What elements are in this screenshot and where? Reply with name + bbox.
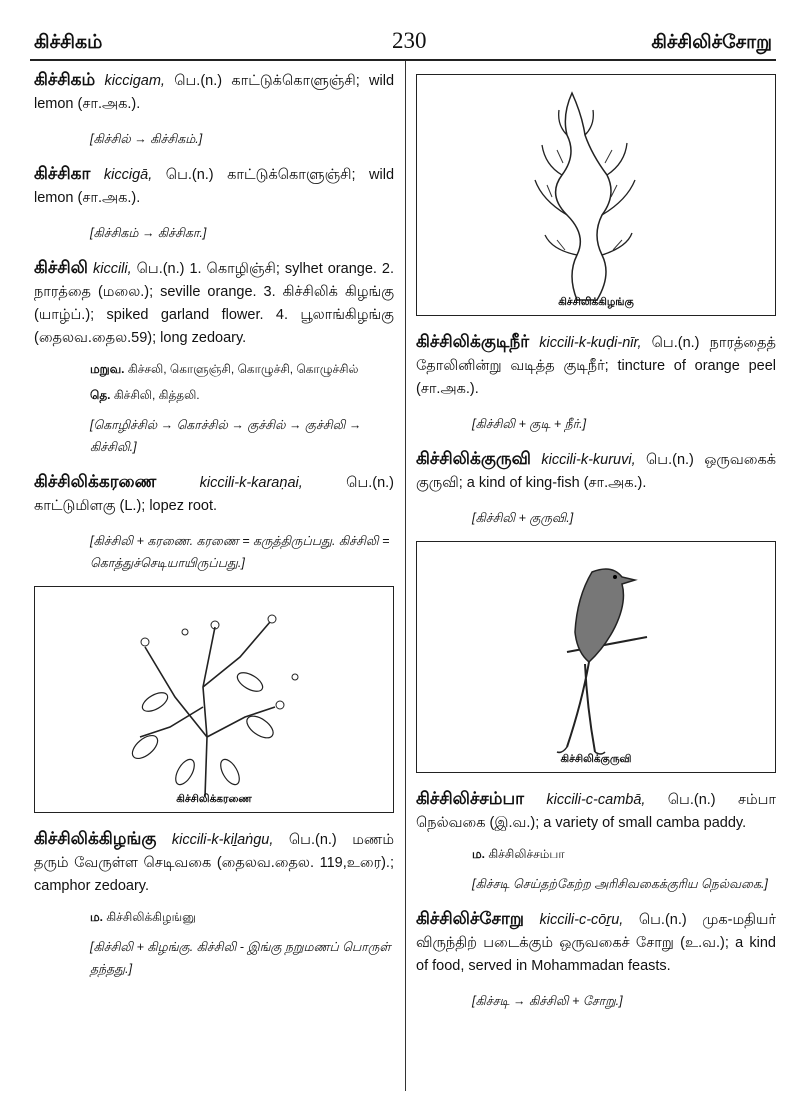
bird-illustration <box>417 542 757 772</box>
etymology-note: [கிச்சில் → கிச்சிகம்.] <box>90 132 203 146</box>
cognate-label: ம. <box>90 910 103 924</box>
entry-definition: பெ.(n.) காட்டுக்கொளுஞ்சி; wild lemon (சா.அக.). <box>34 167 395 206</box>
header-rule <box>30 59 776 61</box>
cognate-note <box>90 362 394 378</box>
entry-headword: கிச்சிலி <box>34 258 88 277</box>
cognate-text: கிச்சிலிக்கிழங்னு <box>106 910 197 924</box>
entry-headword: கிச்சிலிச்சோறு <box>416 909 524 928</box>
entry-headword: கிச்சிகா <box>34 164 91 183</box>
entry-definition: பெ.(n.) சம்பா நெல்வகை (இ.வ.); a variety of small camba paddy. <box>416 792 777 831</box>
column-divider <box>405 61 406 1091</box>
cognate-note <box>472 847 776 863</box>
entry-definition: பெ.(n.) 1. கொழிஞ்சி; sylhet orange. 2. நாரத்தை (மலை.); seville orange. 3. கிச்சிலிக் கிழங்கு (யாழ்ப்.); spiked garland flower. 4. பூலாங்கிழங்கு (தைலவ.தைல.59); long zedoary. <box>34 261 394 346</box>
figure-caption: கிச்சிலிக்கரணை <box>176 793 252 805</box>
etymology-note: [கிச்சடி செய்தற்கேற்ற அரிசிவகைக்குரிய நெல்வகை.] <box>472 877 768 891</box>
dictionary-entry <box>34 162 394 210</box>
cognate-text: கிச்சலி, கொளுஞ்சி, கொழுச்சி, கொழுச்சில் <box>127 362 359 376</box>
flower-illustration <box>417 75 757 315</box>
entry-transliteration: kiccigam, <box>104 73 165 89</box>
entry-transliteration: kiccili-k-karaṇai, <box>199 475 303 491</box>
entry-headword: கிச்சிலிச்சம்பா <box>416 789 525 808</box>
figure-caption: கிச்சிலிக்குருவி <box>560 753 632 765</box>
entry-transliteration: kiccili-k-kuruvi, <box>541 452 636 468</box>
cognate-note <box>90 388 394 404</box>
illustration-figure <box>416 541 776 773</box>
etymology-note: [கிச்சிலி + கரணை. கரணை = கருத்திருப்பது. கிச்சிலி = கொத்துச்செடியாயிருப்பது.] <box>90 534 390 570</box>
etymology-note: [கிச்சிகம் → கிச்சிகா.] <box>90 226 207 240</box>
cognate-text: கிச்சிலி, கித்தலி. <box>113 388 200 402</box>
cognate-note <box>90 910 394 926</box>
entry-definition: பெ.(n.) காட்டுக்கொளுஞ்சி; wild lemon (சா.அக.). <box>34 73 395 112</box>
page-header <box>32 28 780 56</box>
header-left-guideword: கிச்சிகம் <box>34 32 103 53</box>
etymology-note: [கிச்சிலி + குடி + நீர்.] <box>472 417 587 431</box>
cognate-label: தெ. <box>90 388 111 402</box>
entry-headword: கிச்சிலிக்கரணை <box>34 472 157 491</box>
etymology-note: [கிச்சிலி + கிழங்கு. கிச்சிலி - இங்கு நறுமணப் பொருள் தந்தது.] <box>90 940 391 976</box>
entry-definition: பெ.(n.) மணம் தரும் வேருள்ள செடிவகை (தைலவ.தைல. 119,உரை).; camphor zedoary. <box>34 832 395 894</box>
illustration-figure <box>416 74 776 316</box>
figure-caption: கிச்சிலிக்கிழங்கு <box>558 296 634 308</box>
cognate-label: ம. <box>472 847 485 861</box>
entry-definition: பெ.(n.) காட்டுமிளகு (L.); lopez root. <box>34 475 395 514</box>
page-number: 230 <box>392 28 427 53</box>
dictionary-entry <box>34 256 394 350</box>
left-column <box>34 68 394 992</box>
entry-transliteration: kiccili-c-cambā, <box>546 792 646 808</box>
entry-transliteration: kiccili-c-cōṟu, <box>539 912 624 928</box>
entry-headword: கிச்சிலிக்குடிநீர் <box>416 332 530 351</box>
entry-transliteration: kiccili-k-kuḍi-nīr, <box>539 335 642 351</box>
etymology-note: [கிச்சடி → கிச்சிலி + சோறு.] <box>472 994 623 1008</box>
entry-definition: பெ.(n.) முக-மதியர் விருந்திற் படைக்கும் ஒருவகைச் சோறு (உ.வ.); a kind of food, served in Mohammadan feasts. <box>416 912 776 974</box>
entry-headword: கிச்சிகம் <box>34 70 96 89</box>
entry-transliteration: kiccigā, <box>103 167 153 183</box>
plant-illustration <box>35 587 375 812</box>
etymology-note: [கிச்சிலி + குருவி.] <box>472 511 574 525</box>
entry-headword: கிச்சிலிக்கிழங்கு <box>34 829 157 848</box>
cognate-label: மறுவ. <box>90 362 125 376</box>
entry-transliteration: kiccili-k-kiḻaṅgu, <box>171 832 274 848</box>
cognate-text: கிச்சிலிச்சம்பா <box>488 847 565 861</box>
dictionary-entry <box>416 787 776 835</box>
dictionary-entry <box>34 68 394 116</box>
illustration-figure <box>34 586 394 813</box>
entry-definition: பெ.(n.) ஒருவகைக் குருவி; a kind of king-fish (சா.அக.). <box>416 452 777 491</box>
dictionary-entry <box>416 447 776 495</box>
dictionary-entry <box>34 827 394 898</box>
dictionary-entry <box>416 330 776 401</box>
right-column <box>416 68 776 1024</box>
etymology-note: [கொழிச்சில் → கொச்சில் → குச்சில் → குச்சிலி → கிச்சிலி.] <box>90 418 362 454</box>
entry-definition: பெ.(n.) நாரத்தைத் தோலினின்று வடித்த குடிநீர்; tincture of orange peel (சா.அக.). <box>416 335 776 397</box>
dictionary-entry <box>416 907 776 978</box>
entry-headword: கிச்சிலிக்குருவி <box>416 449 531 468</box>
dictionary-entry <box>34 470 394 518</box>
entry-transliteration: kiccili, <box>92 261 132 277</box>
header-right-guideword: கிச்சிலிச்சோறு <box>651 32 772 53</box>
